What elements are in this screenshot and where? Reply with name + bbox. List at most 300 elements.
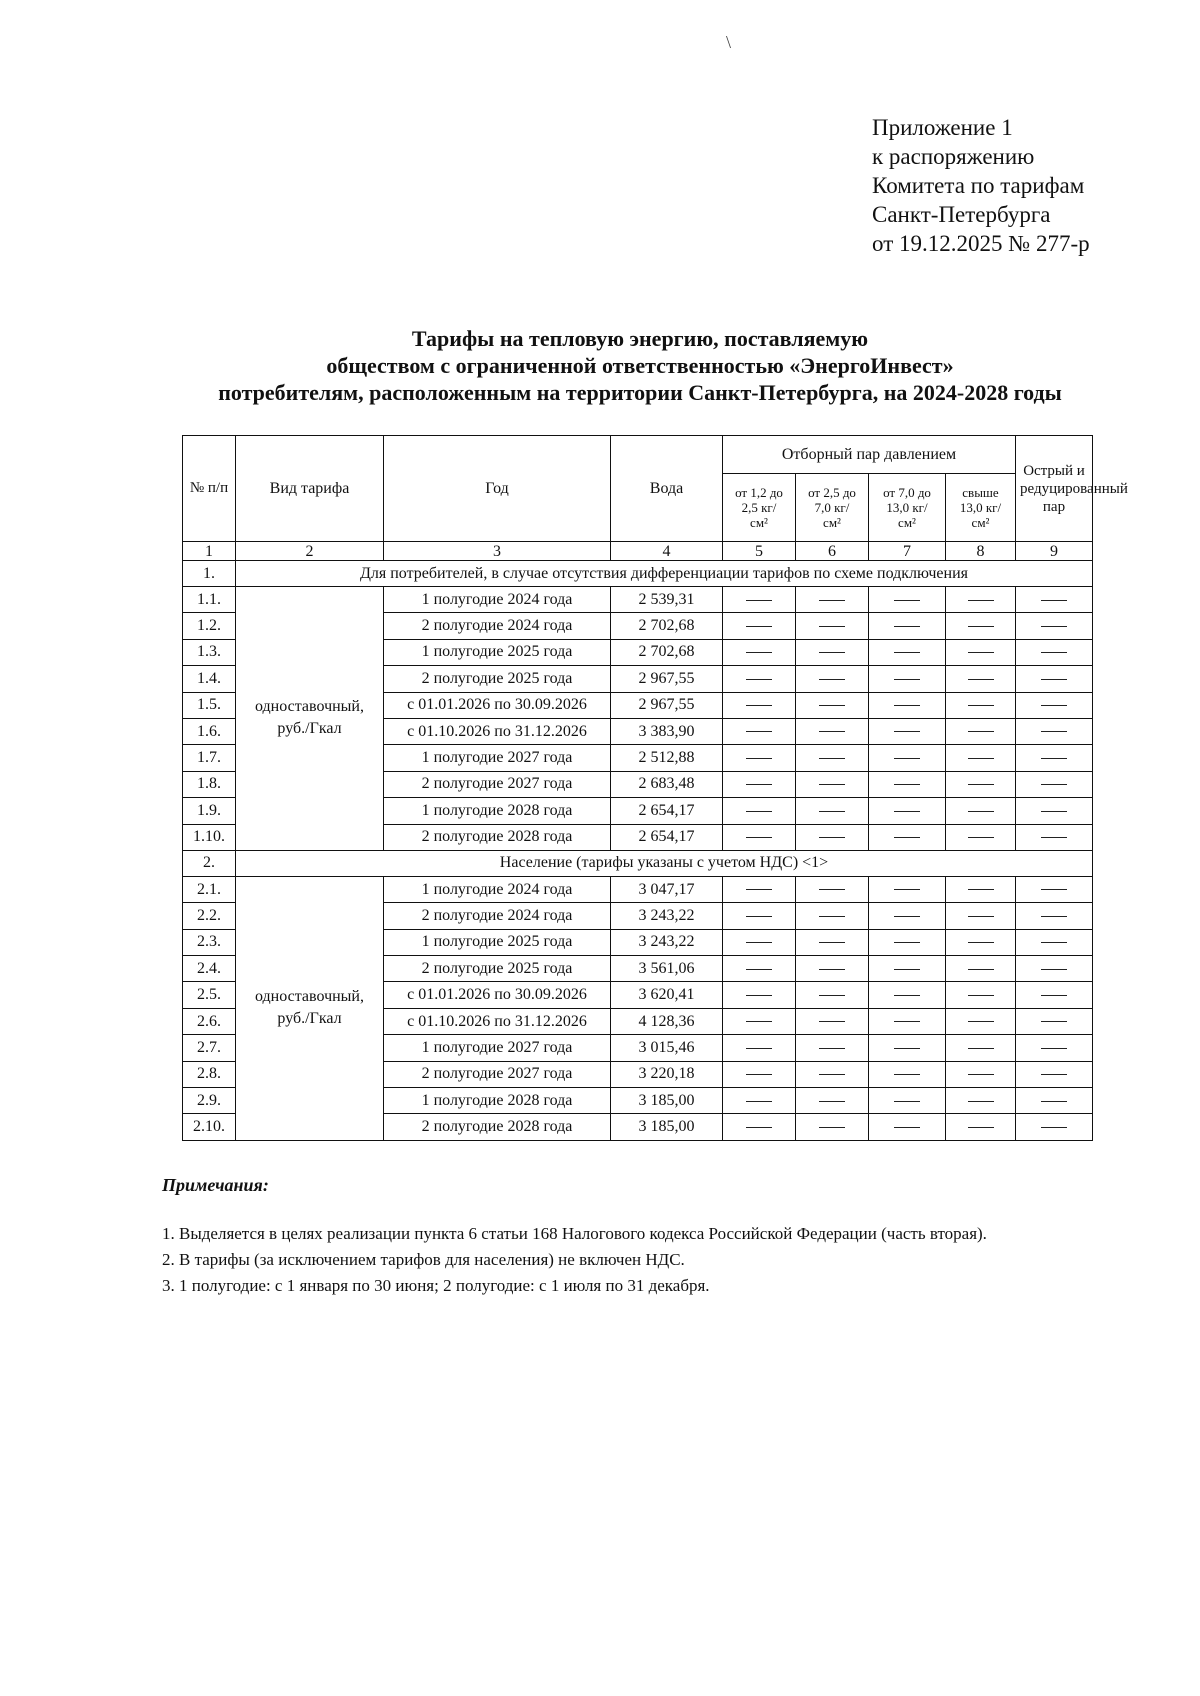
empty-tariff-cell — [796, 613, 869, 639]
dash-mark — [894, 1127, 920, 1128]
row-number: 1.6. — [183, 718, 236, 744]
period-cell: с 01.10.2026 по 31.12.2026 — [384, 718, 611, 744]
dash-mark — [968, 916, 994, 917]
row-number: 1.10. — [183, 824, 236, 850]
dash-mark — [819, 600, 845, 601]
row-number: 1.1. — [183, 587, 236, 613]
dash-mark — [968, 626, 994, 627]
dash-mark — [746, 705, 772, 706]
section-number: 1. — [183, 561, 236, 587]
dash-mark — [968, 679, 994, 680]
dash-mark — [1041, 731, 1067, 732]
empty-tariff-cell — [723, 929, 796, 955]
water-tariff-cell: 3 243,22 — [611, 903, 723, 929]
row-number: 1.5. — [183, 692, 236, 718]
period-cell: 2 полугодие 2025 года — [384, 666, 611, 692]
water-tariff-cell: 2 654,17 — [611, 798, 723, 824]
water-tariff-cell: 3 185,00 — [611, 1088, 723, 1114]
period-cell: 2 полугодие 2028 года — [384, 824, 611, 850]
note-item: 2. В тарифы (за исключением тарифов для населения) не включен НДС. — [162, 1250, 685, 1269]
dash-mark — [746, 600, 772, 601]
empty-tariff-cell — [796, 1088, 869, 1114]
table-row — [183, 876, 1093, 902]
empty-tariff-cell — [796, 876, 869, 902]
dash-mark — [894, 1101, 920, 1102]
dash-mark — [819, 942, 845, 943]
empty-tariff-cell — [1016, 1035, 1093, 1061]
empty-tariff-cell — [946, 1114, 1016, 1140]
row-number: 2.10. — [183, 1114, 236, 1140]
dash-mark — [894, 679, 920, 680]
annex-block — [872, 113, 1090, 258]
empty-tariff-cell — [869, 1088, 946, 1114]
row-number: 2.5. — [183, 982, 236, 1008]
empty-tariff-cell — [723, 982, 796, 1008]
dash-mark — [894, 916, 920, 917]
notes-list — [162, 1222, 1122, 1300]
dash-mark — [968, 784, 994, 785]
section-title: Население (тарифы указаны с учетом НДС) <1> — [236, 850, 1093, 876]
empty-tariff-cell — [869, 903, 946, 929]
empty-tariff-cell — [1016, 1114, 1093, 1140]
dash-mark — [746, 916, 772, 917]
period-cell: с 01.10.2026 по 31.12.2026 — [384, 1008, 611, 1034]
row-number: 2.7. — [183, 1035, 236, 1061]
water-tariff-cell: 2 967,55 — [611, 666, 723, 692]
dash-mark — [1041, 758, 1067, 759]
water-tariff-cell: 2 702,68 — [611, 639, 723, 665]
dash-mark — [819, 679, 845, 680]
column-number: 7 — [869, 542, 946, 561]
table-row — [183, 587, 1093, 613]
dash-mark — [894, 995, 920, 996]
empty-tariff-cell — [796, 956, 869, 982]
period-cell: 1 полугодие 2028 года — [384, 1088, 611, 1114]
water-tariff-cell: 2 512,88 — [611, 745, 723, 771]
dash-mark — [1041, 705, 1067, 706]
empty-tariff-cell — [869, 639, 946, 665]
empty-tariff-cell — [1016, 982, 1093, 1008]
header-steam-3: от 7,0 до 13,0 кг/см² — [869, 474, 946, 542]
empty-tariff-cell — [723, 639, 796, 665]
column-number: 8 — [946, 542, 1016, 561]
dash-mark — [968, 1048, 994, 1049]
empty-tariff-cell — [723, 798, 796, 824]
empty-tariff-cell — [946, 982, 1016, 1008]
empty-tariff-cell — [946, 903, 1016, 929]
empty-tariff-cell — [796, 903, 869, 929]
empty-tariff-cell — [946, 745, 1016, 771]
empty-tariff-cell — [869, 824, 946, 850]
dash-mark — [746, 679, 772, 680]
title-line: потребителям, расположенным на территории Санкт-Петербурга, на 2024-2028 годы — [218, 380, 1062, 405]
period-cell: 1 полугодие 2027 года — [384, 1035, 611, 1061]
annex-line: от 19.12.2025 № 277-р — [872, 231, 1090, 256]
dash-mark — [1041, 995, 1067, 996]
water-tariff-cell: 3 047,17 — [611, 876, 723, 902]
section-row — [183, 850, 1093, 876]
dash-mark — [894, 626, 920, 627]
dash-mark — [746, 626, 772, 627]
period-cell: 2 полугодие 2024 года — [384, 613, 611, 639]
row-number: 2.9. — [183, 1088, 236, 1114]
dash-mark — [1041, 1074, 1067, 1075]
dash-mark — [1041, 1048, 1067, 1049]
dash-mark — [894, 731, 920, 732]
column-numbers-row — [183, 542, 1093, 561]
dash-mark — [968, 1127, 994, 1128]
empty-tariff-cell — [946, 956, 1016, 982]
empty-tariff-cell — [946, 666, 1016, 692]
empty-tariff-cell — [869, 1114, 946, 1140]
empty-tariff-cell — [723, 1114, 796, 1140]
dash-mark — [968, 889, 994, 890]
dash-mark — [819, 705, 845, 706]
dash-mark — [968, 1021, 994, 1022]
dash-mark — [968, 1074, 994, 1075]
row-number: 1.7. — [183, 745, 236, 771]
title-line: обществом с ограниченной ответственностью «ЭнергоИнвест» — [326, 353, 954, 378]
empty-tariff-cell — [869, 876, 946, 902]
dash-mark — [1041, 942, 1067, 943]
dash-mark — [746, 1021, 772, 1022]
empty-tariff-cell — [796, 718, 869, 744]
dash-mark — [746, 995, 772, 996]
note-item: 1. Выделяется в целях реализации пункта 6 статьи 168 Налогового кодекса Российской Федерации (часть вторая). — [162, 1224, 987, 1243]
dash-mark — [894, 652, 920, 653]
dash-mark — [746, 1048, 772, 1049]
empty-tariff-cell — [796, 666, 869, 692]
dash-mark — [819, 889, 845, 890]
column-number: 6 — [796, 542, 869, 561]
dash-mark — [819, 784, 845, 785]
annex-line: к распоряжению — [872, 144, 1035, 169]
empty-tariff-cell — [796, 1008, 869, 1034]
dash-mark — [968, 731, 994, 732]
empty-tariff-cell — [723, 745, 796, 771]
row-number: 2.2. — [183, 903, 236, 929]
header-water: Вода — [611, 436, 723, 542]
dash-mark — [1041, 837, 1067, 838]
empty-tariff-cell — [723, 1008, 796, 1034]
empty-tariff-cell — [869, 1061, 946, 1087]
dash-mark — [819, 1074, 845, 1075]
row-number: 2.1. — [183, 876, 236, 902]
empty-tariff-cell — [1016, 1061, 1093, 1087]
empty-tariff-cell — [1016, 666, 1093, 692]
dash-mark — [819, 1021, 845, 1022]
scan-mark: \ — [726, 32, 732, 52]
row-number: 2.6. — [183, 1008, 236, 1034]
column-number: 5 — [723, 542, 796, 561]
empty-tariff-cell — [796, 639, 869, 665]
empty-tariff-cell — [869, 929, 946, 955]
empty-tariff-cell — [946, 929, 1016, 955]
dash-mark — [1041, 969, 1067, 970]
row-number: 2.3. — [183, 929, 236, 955]
dash-mark — [894, 811, 920, 812]
section-title: Для потребителей, в случае отсутствия дифференциации тарифов по схеме подключения — [236, 561, 1093, 587]
empty-tariff-cell — [869, 1008, 946, 1034]
dash-mark — [894, 758, 920, 759]
row-number: 1.3. — [183, 639, 236, 665]
dash-mark — [968, 942, 994, 943]
annex-line: Санкт-Петербурга — [872, 202, 1051, 227]
empty-tariff-cell — [1016, 1008, 1093, 1034]
section-row — [183, 561, 1093, 587]
document-title — [150, 325, 1130, 406]
dash-mark — [1041, 652, 1067, 653]
water-tariff-cell: 2 967,55 — [611, 692, 723, 718]
period-cell: 2 полугодие 2028 года — [384, 1114, 611, 1140]
empty-tariff-cell — [869, 745, 946, 771]
empty-tariff-cell — [723, 876, 796, 902]
dash-mark — [746, 758, 772, 759]
empty-tariff-cell — [1016, 613, 1093, 639]
column-number: 2 — [236, 542, 384, 561]
empty-tariff-cell — [723, 692, 796, 718]
empty-tariff-cell — [946, 876, 1016, 902]
dash-mark — [968, 1101, 994, 1102]
empty-tariff-cell — [1016, 956, 1093, 982]
dash-mark — [819, 758, 845, 759]
dash-mark — [968, 600, 994, 601]
dash-mark — [1041, 1127, 1067, 1128]
row-number: 1.4. — [183, 666, 236, 692]
row-number: 2.4. — [183, 956, 236, 982]
empty-tariff-cell — [869, 587, 946, 613]
empty-tariff-cell — [796, 1114, 869, 1140]
empty-tariff-cell — [723, 718, 796, 744]
empty-tariff-cell — [1016, 798, 1093, 824]
empty-tariff-cell — [1016, 745, 1093, 771]
title-line: Тарифы на тепловую энергию, поставляемую — [411, 326, 869, 351]
empty-tariff-cell — [723, 824, 796, 850]
dash-mark — [968, 811, 994, 812]
empty-tariff-cell — [1016, 876, 1093, 902]
header-steam-2: от 2,5 до 7,0 кг/см² — [796, 474, 869, 542]
empty-tariff-cell — [869, 956, 946, 982]
water-tariff-cell: 2 539,31 — [611, 587, 723, 613]
dash-mark — [894, 1021, 920, 1022]
dash-mark — [894, 1074, 920, 1075]
dash-mark — [746, 731, 772, 732]
empty-tariff-cell — [946, 639, 1016, 665]
dash-mark — [819, 916, 845, 917]
dash-mark — [819, 995, 845, 996]
dash-mark — [819, 731, 845, 732]
row-number: 2.8. — [183, 1061, 236, 1087]
dash-mark — [746, 942, 772, 943]
header-year: Год — [384, 436, 611, 542]
dash-mark — [894, 942, 920, 943]
row-number: 1.9. — [183, 798, 236, 824]
dash-mark — [1041, 1021, 1067, 1022]
empty-tariff-cell — [946, 1061, 1016, 1087]
water-tariff-cell: 2 683,48 — [611, 771, 723, 797]
dash-mark — [746, 652, 772, 653]
dash-mark — [968, 995, 994, 996]
row-number: 1.2. — [183, 613, 236, 639]
period-cell: 1 полугодие 2027 года — [384, 745, 611, 771]
empty-tariff-cell — [946, 692, 1016, 718]
empty-tariff-cell — [723, 587, 796, 613]
header-tariff-type: Вид тарифа — [236, 436, 384, 542]
empty-tariff-cell — [723, 903, 796, 929]
empty-tariff-cell — [869, 718, 946, 744]
empty-tariff-cell — [796, 587, 869, 613]
empty-tariff-cell — [869, 1035, 946, 1061]
water-tariff-cell: 4 128,36 — [611, 1008, 723, 1034]
dash-mark — [819, 969, 845, 970]
column-number: 9 — [1016, 542, 1093, 561]
header-num: № п/п — [183, 436, 236, 542]
dash-mark — [894, 969, 920, 970]
empty-tariff-cell — [723, 1035, 796, 1061]
dash-mark — [819, 626, 845, 627]
period-cell: 2 полугодие 2027 года — [384, 1061, 611, 1087]
empty-tariff-cell — [946, 613, 1016, 639]
dash-mark — [894, 1048, 920, 1049]
empty-tariff-cell — [796, 745, 869, 771]
header-sharp-steam: Острый и редуцированный пар — [1016, 436, 1093, 542]
empty-tariff-cell — [1016, 1088, 1093, 1114]
column-number: 4 — [611, 542, 723, 561]
header-steam-group: Отборный пар давлением — [723, 436, 1016, 474]
dash-mark — [746, 1101, 772, 1102]
notes-title: Примечания: — [162, 1175, 269, 1195]
period-cell: с 01.01.2026 по 30.09.2026 — [384, 982, 611, 1008]
dash-mark — [1041, 784, 1067, 785]
water-tariff-cell: 3 620,41 — [611, 982, 723, 1008]
empty-tariff-cell — [946, 1035, 1016, 1061]
empty-tariff-cell — [796, 982, 869, 1008]
empty-tariff-cell — [869, 982, 946, 1008]
column-number: 3 — [384, 542, 611, 561]
dash-mark — [1041, 1101, 1067, 1102]
empty-tariff-cell — [723, 613, 796, 639]
empty-tariff-cell — [723, 1088, 796, 1114]
empty-tariff-cell — [1016, 824, 1093, 850]
period-cell: 1 полугодие 2028 года — [384, 798, 611, 824]
empty-tariff-cell — [869, 666, 946, 692]
tariff-table — [182, 435, 1128, 1141]
water-tariff-cell: 2 702,68 — [611, 613, 723, 639]
empty-tariff-cell — [723, 771, 796, 797]
dash-mark — [819, 837, 845, 838]
water-tariff-cell: 3 185,00 — [611, 1114, 723, 1140]
dash-mark — [968, 758, 994, 759]
row-number: 1.8. — [183, 771, 236, 797]
dash-mark — [968, 652, 994, 653]
dash-mark — [819, 1048, 845, 1049]
empty-tariff-cell — [723, 956, 796, 982]
tariff-type-cell: одноставочный, руб./Гкал — [236, 876, 384, 1140]
dash-mark — [819, 652, 845, 653]
empty-tariff-cell — [869, 692, 946, 718]
dash-mark — [894, 837, 920, 838]
period-cell: 1 полугодие 2024 года — [384, 587, 611, 613]
dash-mark — [1041, 916, 1067, 917]
empty-tariff-cell — [1016, 903, 1093, 929]
empty-tariff-cell — [723, 1061, 796, 1087]
annex-line: Приложение 1 — [872, 115, 1013, 140]
period-cell: 2 полугодие 2027 года — [384, 771, 611, 797]
column-number: 1 — [183, 542, 236, 561]
period-cell: 1 полугодие 2025 года — [384, 639, 611, 665]
dash-mark — [746, 889, 772, 890]
empty-tariff-cell — [869, 798, 946, 824]
annex-line: Комитета по тарифам — [872, 173, 1085, 198]
section-number: 2. — [183, 850, 236, 876]
note-item: 3. 1 полугодие: с 1 января по 30 июня; 2 полугодие: с 1 июля по 31 декабря. — [162, 1276, 710, 1295]
empty-tariff-cell — [796, 798, 869, 824]
empty-tariff-cell — [869, 613, 946, 639]
empty-tariff-cell — [796, 929, 869, 955]
header-steam-4: свыше 13,0 кг/см² — [946, 474, 1016, 542]
dash-mark — [1041, 679, 1067, 680]
dash-mark — [746, 784, 772, 785]
dash-mark — [819, 1101, 845, 1102]
empty-tariff-cell — [723, 666, 796, 692]
empty-tariff-cell — [946, 771, 1016, 797]
empty-tariff-cell — [1016, 587, 1093, 613]
water-tariff-cell: 2 654,17 — [611, 824, 723, 850]
dash-mark — [819, 811, 845, 812]
dash-mark — [968, 969, 994, 970]
water-tariff-cell: 3 383,90 — [611, 718, 723, 744]
empty-tariff-cell — [946, 1008, 1016, 1034]
water-tariff-cell: 3 015,46 — [611, 1035, 723, 1061]
water-tariff-cell: 3 561,06 — [611, 956, 723, 982]
period-cell: 1 полугодие 2024 года — [384, 876, 611, 902]
dash-mark — [1041, 600, 1067, 601]
dash-mark — [1041, 626, 1067, 627]
empty-tariff-cell — [946, 718, 1016, 744]
water-tariff-cell: 3 220,18 — [611, 1061, 723, 1087]
dash-mark — [894, 705, 920, 706]
water-tariff-cell: 3 243,22 — [611, 929, 723, 955]
dash-mark — [819, 1127, 845, 1128]
dash-mark — [1041, 811, 1067, 812]
dash-mark — [968, 705, 994, 706]
tariff-type-cell: одноставочный, руб./Гкал — [236, 587, 384, 851]
dash-mark — [968, 837, 994, 838]
empty-tariff-cell — [946, 824, 1016, 850]
empty-tariff-cell — [796, 692, 869, 718]
period-cell: 1 полугодие 2025 года — [384, 929, 611, 955]
empty-tariff-cell — [946, 798, 1016, 824]
dash-mark — [746, 1074, 772, 1075]
empty-tariff-cell — [1016, 771, 1093, 797]
dash-mark — [746, 811, 772, 812]
empty-tariff-cell — [946, 587, 1016, 613]
empty-tariff-cell — [796, 771, 869, 797]
dash-mark — [746, 837, 772, 838]
period-cell: 2 полугодие 2024 года — [384, 903, 611, 929]
period-cell: 2 полугодие 2025 года — [384, 956, 611, 982]
dash-mark — [894, 889, 920, 890]
dash-mark — [746, 969, 772, 970]
empty-tariff-cell — [1016, 639, 1093, 665]
empty-tariff-cell — [796, 1035, 869, 1061]
empty-tariff-cell — [1016, 692, 1093, 718]
empty-tariff-cell — [869, 771, 946, 797]
empty-tariff-cell — [946, 1088, 1016, 1114]
empty-tariff-cell — [796, 1061, 869, 1087]
dash-mark — [894, 784, 920, 785]
empty-tariff-cell — [1016, 718, 1093, 744]
